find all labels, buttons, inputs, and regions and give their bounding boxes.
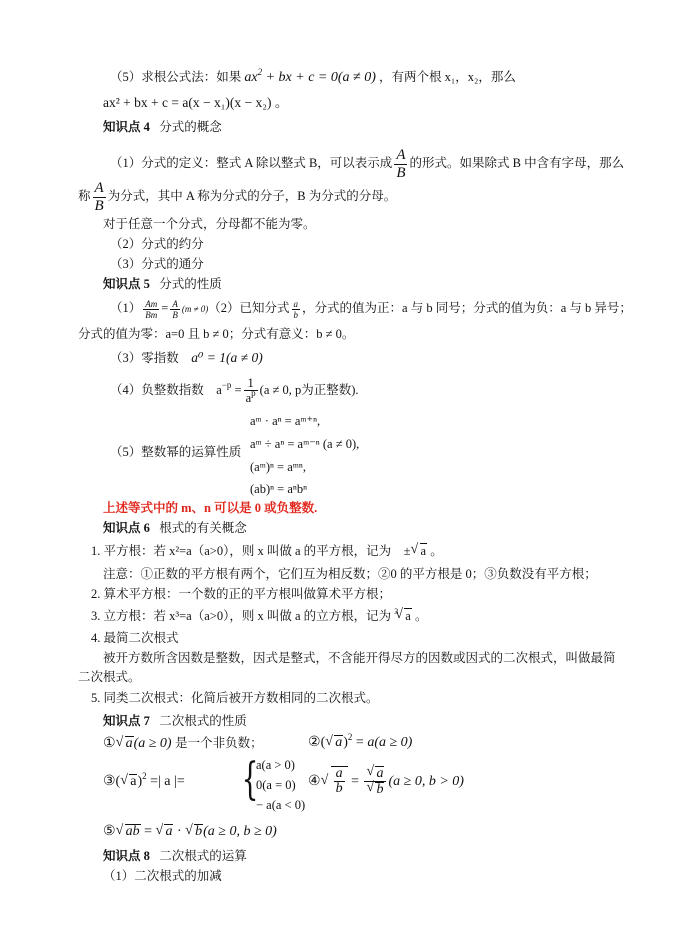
fraction-definition-text: （1）分式的定义：整式 A 除以整式 B，可以表示成	[110, 156, 393, 170]
property-1: ①√ a(a ≥ 0) 是一个非负数；	[103, 735, 263, 752]
root-formula-label: （5）求根公式法：如果	[110, 70, 242, 84]
case-negative: − a(a < 0)	[256, 798, 306, 812]
negative-exponent-lhs: $a^{-p}$ =	[216, 380, 242, 397]
negative-exponent-condition: (a ≠ 0, p为正整数).	[259, 383, 359, 397]
nonnegative-text: 是一个非负数；	[175, 736, 263, 750]
kp6-label: 知识点 6	[103, 521, 150, 535]
fraction-a-over-b: $\frac{A}{B}$	[396, 146, 406, 181]
kp7-label: 知识点 7	[103, 714, 150, 728]
am-over-bm: $\frac{Am}{Bm}$	[145, 298, 158, 320]
factor-form-line: ax² + bx + c = a(x − x₁)(x − x₂) 。	[103, 95, 289, 110]
kp6-title: 根式的有关概念	[159, 521, 247, 535]
fraction-zero-line: 分式的值为零：a=0 且 b ≠ 0；分式有意义：b ≠ 0。	[78, 327, 355, 341]
kp4-heading	[103, 119, 222, 135]
like-radicals-line: 5. 同类二次根式：化简后被开方数相同的二次根式。	[91, 691, 379, 705]
cube-root-line	[91, 608, 427, 626]
power-of-product-rule: (ab)ⁿ = aⁿbⁿ	[250, 482, 308, 496]
denominator-nonzero: 对于任意一个分式，分母都不能为零。	[103, 217, 316, 231]
negative-exponent-line	[110, 374, 359, 407]
a-over-b-small: $\frac{A}{B}$	[172, 298, 178, 320]
property-3-lhs: ③(√ a)$^2$ =| a |=	[103, 774, 185, 790]
negative-exponent-label: （4）负整数指数	[110, 383, 204, 397]
kp4-title: 分式的概念	[159, 120, 222, 134]
root-formula-tail: ，有两个根 x₁，x₂，那么	[379, 70, 516, 84]
cube-root-definition: 3. 立方根：若 x³=a（a>0），则 x 叫做 a 的立方根，记为	[91, 609, 392, 623]
property-2-label: （2）已知分式	[208, 301, 290, 315]
m-nonzero: (m ≠ 0)	[181, 304, 209, 314]
case-zero: 0(a = 0)	[256, 778, 296, 792]
property-4: ④ √ $\frac{a}{b}$ = √ a √ b (a ≥ 0, b > 0)	[308, 764, 464, 800]
power-of-power-rule: (aᵐ)ⁿ = aᵐⁿ,	[250, 460, 306, 474]
fraction-definition-line	[110, 146, 624, 182]
kp8-heading	[103, 848, 247, 864]
root-formula-line	[110, 69, 516, 86]
fraction-common-denominator: （3）分式的通分	[110, 257, 204, 271]
square-root-line	[91, 543, 443, 559]
kp7-title: 二次根式的性质	[159, 714, 247, 728]
case-positive: a(a > 0)	[256, 758, 295, 772]
fraction-called-line	[78, 179, 396, 215]
fraction-a-over-b-small: $\frac{a}{b}$	[293, 298, 299, 320]
one-over-a-p: $\frac{1}{a^p}$	[245, 376, 256, 406]
fraction-definition-tail: 的形式。如果除式 B 中含有字母，那么	[409, 156, 625, 170]
simplest-radical-def-cont: 二次根式。	[78, 670, 141, 684]
square-root-note: 注意：①正数的平方根有两个，它们互为相反数；②0 的平方根是 0；③负数没有平方根；	[103, 567, 597, 581]
property-1-label: （1）	[110, 301, 142, 315]
radical-addition-heading: （1）二次根式的加减	[103, 869, 222, 883]
numerator-denominator-text: 为分式，其中 A 称为分式的分子，B 为分式的分母。	[107, 189, 397, 203]
power-quotient-rule: aᵐ ÷ aⁿ = aᵐ⁻ⁿ (a ≠ 0),	[250, 437, 360, 451]
square-root-definition: 1. 平方根：若 x²=a（a>0），则 x 叫做 a 的平方根，记为	[91, 544, 392, 558]
zero-exponent-formula: a⁰ = 1(a ≠ 0)	[191, 350, 263, 365]
kp5-heading	[103, 276, 222, 292]
simplest-radical-def: 被开方数所含因数是整数，因式是整式，不含能开得尽方的因数或因式的二次根式，叫做最简	[103, 651, 616, 665]
called-label: 称	[78, 189, 91, 203]
kp7-heading	[103, 713, 247, 729]
cube-root-symbol: $^3$√ a 。	[394, 609, 427, 623]
kp5-title: 分式的性质	[159, 277, 222, 291]
zero-exponent-line	[110, 350, 263, 366]
kp5-label: 知识点 5	[103, 277, 150, 291]
kp8-title: 二次根式的运算	[159, 849, 247, 863]
property-2: ②(√ a)$^2$ = a(a ≥ 0)	[308, 735, 412, 751]
property-5: ⑤√ ab = √ a · √ b(a ≥ 0, b ≥ 0)	[103, 824, 277, 840]
zero-exponent-label: （3）零指数	[110, 351, 179, 365]
fraction-reduction: （2）分式的约分	[110, 237, 204, 251]
simplest-radical-heading: 4. 最简二次根式	[91, 631, 179, 645]
kp6-heading	[103, 520, 247, 536]
quadratic-equation: $ax^2$ + bx + c = 0(a ≠ 0)	[244, 67, 376, 85]
arithmetic-root-line: 2. 算术平方根：一个数的正的平方根叫做算术平方根；	[91, 587, 392, 601]
left-brace: {	[241, 754, 259, 805]
kp8-label: 知识点 8	[103, 849, 150, 863]
fraction-sign-text: ，分式的值为正：a 与 b 同号；分式的值为负：a 与 b 异号；	[302, 301, 632, 315]
plus-minus-sqrt-a: ±√ a 。	[404, 544, 443, 558]
fraction-a-over-b-2: $\frac{A}{B}$	[94, 179, 104, 214]
red-note: 上述等式中的 m、n 可以是 0 或负整数.	[103, 501, 318, 515]
kp4-label: 知识点 4	[103, 120, 150, 134]
fraction-property-line: （1） $\frac{Am}{Bm}$ = $\frac{A}{B}$ (m ≠ 0)（2）已知分式 $\frac{a}{b}$ ，分式的值为正：a 与 b 同号；分式的值为负：a 与 b 异号；	[110, 298, 632, 320]
integer-power-label: （5）整数幂的运算性质	[110, 445, 242, 459]
power-product-rule: aᵐ · aⁿ = aᵐ⁺ⁿ,	[250, 414, 321, 428]
